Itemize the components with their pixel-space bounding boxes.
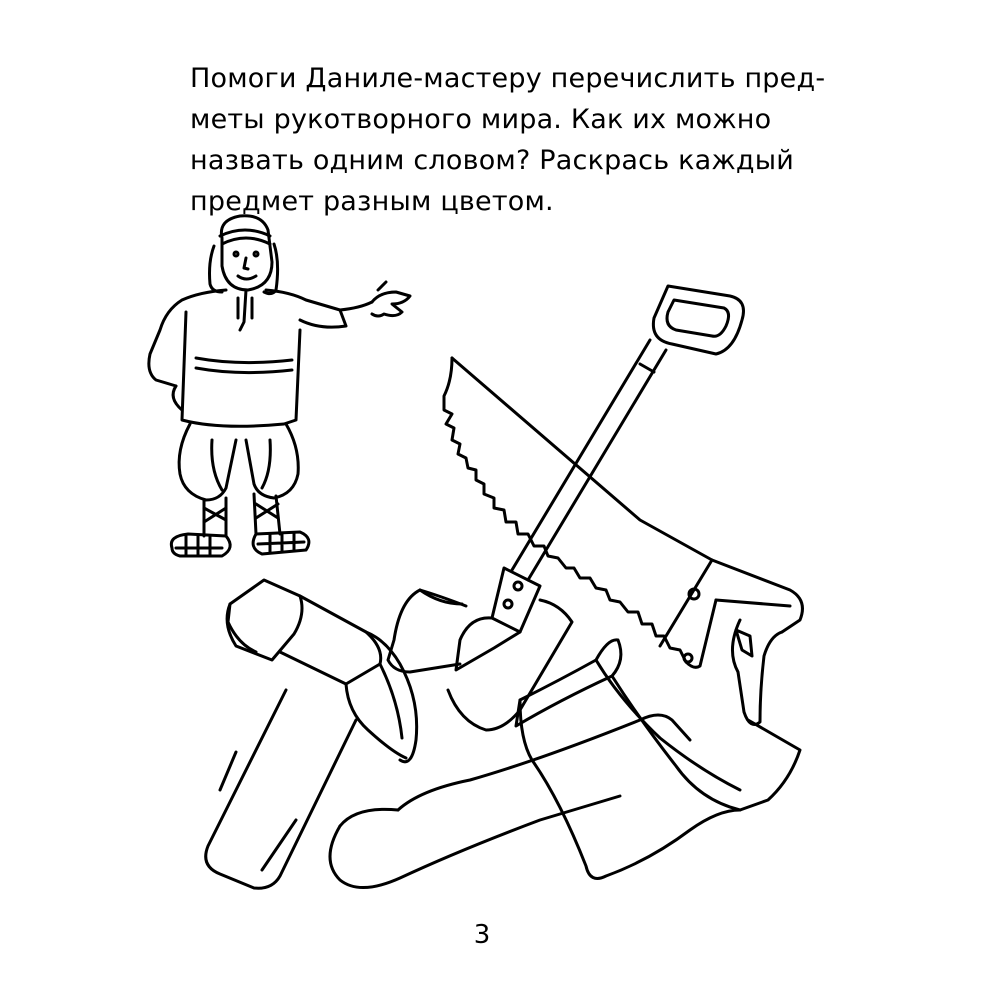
- shovel-illustration: [388, 286, 744, 730]
- instruction-line-2: меты рукотворного мира. Как их можно: [190, 104, 772, 135]
- page-number: 3: [473, 920, 491, 950]
- instruction-line-3: назвать одним словом? Раскрась каждый: [190, 145, 795, 176]
- character-head: [210, 216, 278, 294]
- danila-character: [149, 216, 410, 556]
- instruction-line-1: Помоги Даниле-мастеру перечислить пред-: [190, 63, 826, 94]
- character-shirt: [149, 290, 372, 426]
- axe-illustration: [330, 640, 800, 888]
- hammer-illustration: [206, 580, 417, 888]
- instruction-line-4: предмет разным цветом.: [190, 186, 554, 217]
- character-feet: [171, 494, 309, 556]
- character-trousers: [179, 424, 298, 500]
- character-hand: [372, 282, 410, 316]
- saw-illustration: [444, 358, 802, 724]
